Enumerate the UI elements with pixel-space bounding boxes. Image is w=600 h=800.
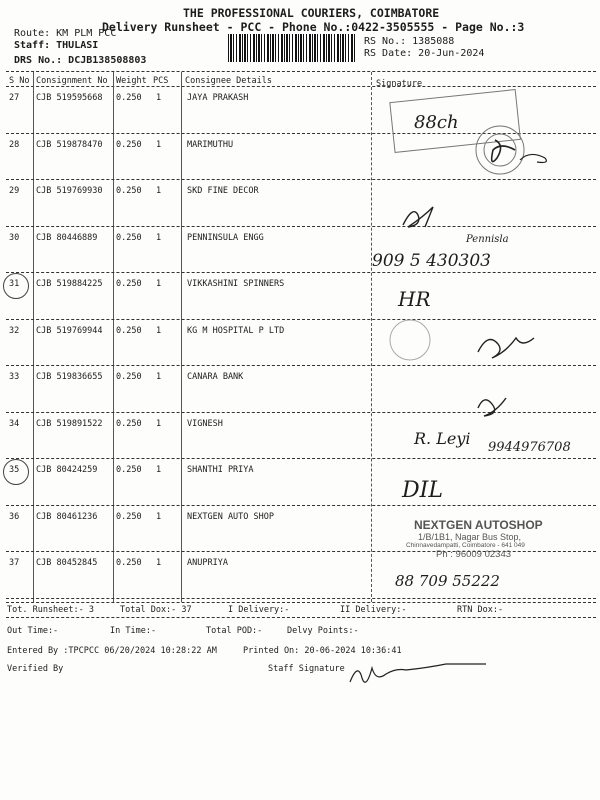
cell-pcs: 1 (156, 139, 162, 150)
footer-top-rule (6, 602, 596, 603)
cell-consignment: CJB 519878470 (36, 139, 103, 150)
cell-sno: 35 (9, 465, 20, 475)
cell-pcs: 1 (156, 558, 162, 568)
cell-pcs: 1 (156, 511, 162, 522)
cell-consignee: KG M HOSPITAL P LTD (187, 325, 285, 336)
handwriting-row30-note: Pennisla (466, 234, 509, 245)
cell-pcs: 1 (156, 418, 162, 429)
cell-pcs: 1 (156, 465, 162, 475)
cell-weight: 0.250 (116, 93, 142, 103)
printed-on: Printed On: 20-06-2024 10:36:41 (243, 646, 402, 656)
i-delivery: I Delivery:- (228, 605, 290, 615)
staff-signature-label: Staff Signature (268, 664, 345, 674)
stamp-address-line1: 1/B/1B1, Nagar Bus Stop, (418, 532, 522, 542)
cell-consignment: CJB 519769930 (36, 186, 103, 196)
handwriting-row34-name: R. Leyi (414, 429, 471, 448)
footer-mid-rule (6, 617, 596, 618)
handwriting-row27: 88ch (414, 112, 459, 133)
cell-consignment: CJB 519769944 (36, 325, 103, 336)
col-header-consignment: Consignment No (36, 76, 108, 86)
cell-sno: 31 (9, 279, 20, 289)
rs-date: RS Date: 20-Jun-2024 (364, 48, 485, 59)
cell-sno: 33 (9, 372, 20, 382)
out-time: Out Time:- (7, 626, 59, 636)
handwriting-row37-phone: 88 709 55222 (395, 572, 500, 590)
cell-consignee: SKD FINE DECOR (187, 186, 259, 196)
company-title: THE PROFESSIONAL COURIERS, COIMBATORE (183, 6, 440, 20)
verified-by: Verified By (7, 664, 64, 674)
cell-consignment: CJB 80446889 (36, 232, 98, 243)
cell-weight: 0.250 (116, 418, 142, 429)
total-dox: Total Dox:- 37 (120, 605, 192, 615)
handwriting-row35: DIL (402, 478, 443, 503)
cell-pcs: 1 (156, 186, 162, 196)
cell-consignee: PENNINSULA ENGG (187, 232, 264, 243)
col-header-weight: Weight (116, 76, 147, 86)
cell-consignee: CANARA BANK (187, 372, 244, 382)
cell-pcs: 1 (156, 372, 162, 382)
cell-sno: 32 (9, 325, 20, 336)
cell-sno: 30 (9, 232, 20, 243)
cell-consignment: CJB 519595668 (36, 93, 103, 103)
cell-consignment: CJB 80452845 (36, 558, 98, 568)
rtn-dox: RTN Dox:- (457, 605, 504, 615)
entered-by: Entered By :TPCPCC 06/20/2024 10:28:22 AM (7, 646, 217, 656)
cell-weight: 0.250 (116, 186, 142, 196)
handwriting-row34-phone: 9944976708 (488, 440, 571, 455)
cell-consignment: CJB 80461236 (36, 511, 98, 522)
cell-consignment: CJB 519836655 (36, 372, 103, 382)
cell-consignment: CJB 519884225 (36, 279, 103, 289)
route-label: Route: KM PLM PCC (14, 28, 117, 39)
cell-consignee: VIGNESH (187, 418, 223, 429)
cell-consignee: MARIMUTHU (187, 139, 234, 150)
cell-pcs: 1 (156, 232, 162, 243)
stamp-shop-name: NEXTGEN AUTOSHOP (414, 518, 543, 532)
cell-pcs: 1 (156, 93, 162, 103)
stamp-address-line2: Chinnavedampatti, Coimbatore - 641 049 (406, 542, 525, 549)
cell-sno: 37 (9, 558, 20, 568)
cell-weight: 0.250 (116, 139, 142, 150)
cell-weight: 0.250 (116, 465, 142, 475)
cell-consignee: JAYA PRAKASH (187, 93, 249, 103)
cell-pcs: 1 (156, 279, 162, 289)
col-header-consignee: Consignee Details (185, 76, 272, 86)
col-header-signature: Signature (376, 79, 423, 89)
cell-sno: 34 (9, 418, 20, 429)
cell-pcs: 1 (156, 325, 162, 336)
rs-number: RS No.: 1385088 (364, 36, 455, 47)
col-header-pcs: PCS (153, 76, 169, 86)
cell-weight: 0.250 (116, 511, 142, 522)
total-runsheet: Tot. Runsheet:- 3 (7, 605, 94, 615)
cell-sno: 36 (9, 511, 20, 522)
cell-consignee: ANUPRIYA (187, 558, 228, 568)
cell-sno: 28 (9, 139, 20, 150)
shop-stamp (404, 518, 584, 560)
delvy-points: Delvy Points:- (287, 626, 359, 636)
handwriting-row30-phone: 909 5 430303 (372, 251, 491, 271)
cell-weight: 0.250 (116, 372, 142, 382)
cell-consignment: CJB 519891522 (36, 418, 103, 429)
cell-consignee: SHANTHI PRIYA (187, 465, 254, 475)
drs-number: DRS No.: DCJB138508803 (14, 55, 147, 66)
cell-weight: 0.250 (116, 325, 142, 336)
cell-sno: 29 (9, 186, 20, 196)
staff-label: Staff: THULASI (14, 40, 99, 51)
stamp-phone: Ph : 96009 02343 (436, 549, 512, 560)
cell-sno: 27 (9, 93, 20, 103)
cell-weight: 0.250 (116, 232, 142, 243)
cell-consignment: CJB 80424259 (36, 465, 98, 475)
cell-weight: 0.250 (116, 279, 142, 289)
col-header-sno: S No (9, 76, 30, 86)
handwriting-row31: HR (398, 287, 431, 311)
ii-delivery: II Delivery:- (340, 605, 407, 615)
total-pod: Total POD:- (206, 626, 263, 636)
cell-consignee: VIKKASHINI SPINNERS (187, 279, 285, 289)
in-time: In Time:- (110, 626, 157, 636)
cell-weight: 0.250 (116, 558, 142, 568)
cell-consignee: NEXTGEN AUTO SHOP (187, 511, 274, 522)
runsheet-subtitle: Delivery Runsheet - PCC - Phone No.:0422-3505555 - Page No.:3 (102, 20, 525, 34)
